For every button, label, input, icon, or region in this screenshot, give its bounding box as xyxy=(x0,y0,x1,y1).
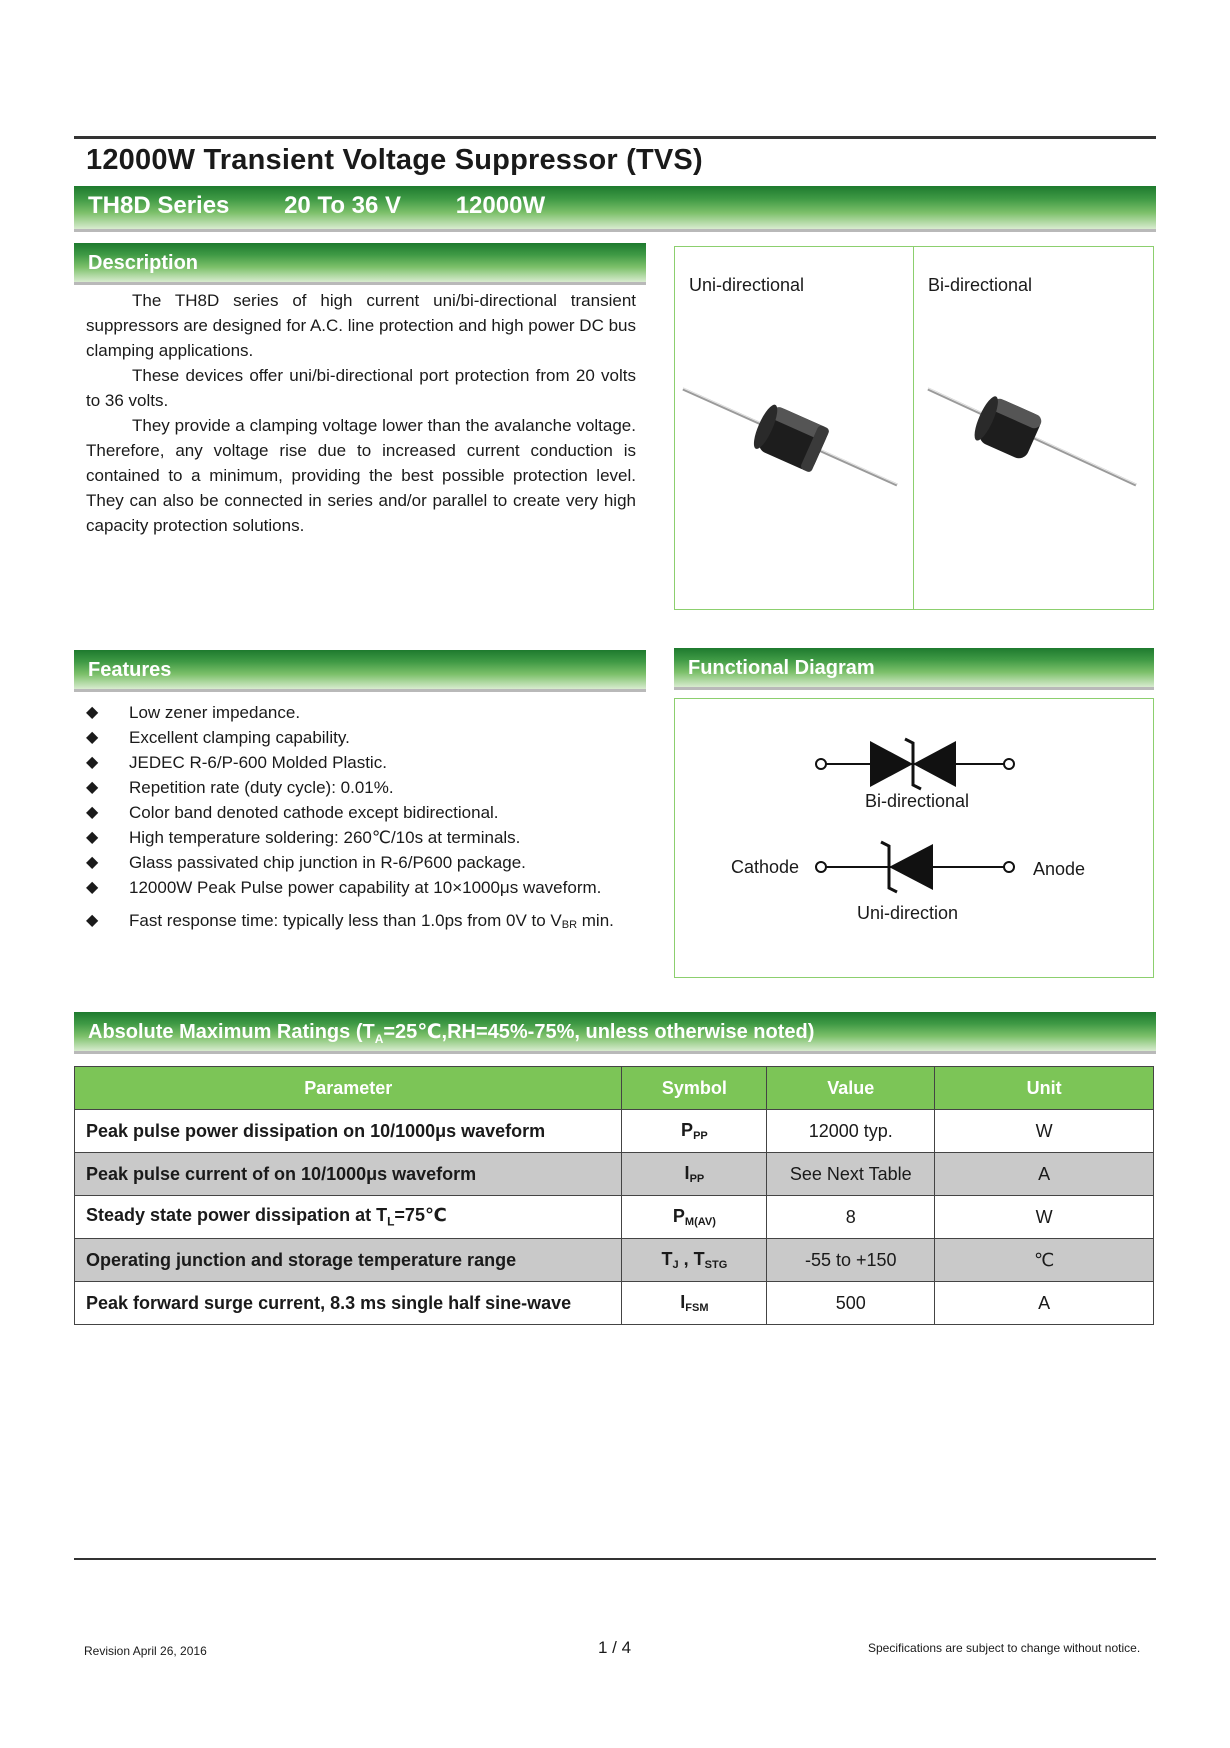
parameter-cell: Peak pulse current of on 10/1000μs waveform xyxy=(75,1153,622,1196)
feature-item: ◆ Low zener impedance. xyxy=(86,700,646,725)
feature-item: ◆ Glass passivated chip junction in R-6/P600 package. xyxy=(86,850,646,875)
description-paragraph: They provide a clamping voltage lower than the avalanche voltage. Therefore, any voltage rise due to increased current conduction is contained to a minimum, providing the best possible protection level. They can also be connected in series and/or parallel to create very high capacity protection solutions. xyxy=(86,416,636,535)
value-cell: 12000 typ. xyxy=(767,1110,935,1153)
revision-date: Revision April 26, 2016 xyxy=(84,1644,207,1658)
series-power: 12000W xyxy=(455,192,546,219)
value-cell: 500 xyxy=(767,1282,935,1325)
product-photos xyxy=(674,246,1154,610)
feature-item: ◆ Fast response time: typically less than 1.0ps from 0V to $V_{BR}$ min. xyxy=(86,908,646,938)
description-heading: Description xyxy=(74,243,646,285)
diamond-bullet-icon: ◆ xyxy=(86,704,99,721)
bi-directional-symbol-icon xyxy=(816,739,1014,789)
table-row xyxy=(75,1153,1154,1196)
functional-diagram-heading: Functional Diagram xyxy=(674,648,1154,690)
feature-item: ◆ Color band denoted cathode except bidirectional. xyxy=(86,800,646,825)
table-row xyxy=(75,1196,1154,1239)
page-title: 12000W Transient Voltage Suppressor (TVS) xyxy=(86,144,703,176)
column-header: Value xyxy=(767,1067,935,1110)
page-number: 1 / 4 xyxy=(598,1638,632,1657)
symbol-cell: $I_{FSM}$ xyxy=(622,1282,767,1325)
parameter-cell: Steady state power dissipation at $T_L=75℃$ xyxy=(75,1196,622,1239)
unit-cell: ℃ xyxy=(935,1239,1154,1282)
diode-symbols xyxy=(675,699,1155,979)
table-row xyxy=(75,1110,1154,1153)
symbol-cell: $T_J$ , $T_{STG}$ xyxy=(622,1239,767,1282)
change-notice: Specifications are subject to change without notice. xyxy=(868,1641,1141,1655)
bi-directional-label: Bi-directional xyxy=(865,791,970,811)
diamond-bullet-icon: ◆ xyxy=(86,854,99,871)
diamond-bullet-icon: ◆ xyxy=(86,829,99,846)
unit-cell: A xyxy=(935,1153,1154,1196)
feature-item: ◆ 12000W Peak Pulse power capability at 10×1000μs waveform. xyxy=(86,875,646,900)
series-voltage: 20 To 36 V xyxy=(284,192,402,219)
features-list xyxy=(86,700,646,938)
description-paragraph: These devices offer uni/bi-directional port protection from 20 volts to 36 volts. xyxy=(86,366,636,410)
column-header: Parameter xyxy=(75,1067,622,1110)
column-header: Symbol xyxy=(622,1067,767,1110)
parameter-cell: Operating junction and storage temperature range xyxy=(75,1239,622,1282)
bi-photo-panel xyxy=(914,247,1153,609)
value-cell: 8 xyxy=(767,1196,935,1239)
feature-item: ◆ Repetition rate (duty cycle): 0.01%. xyxy=(86,775,646,800)
table-row xyxy=(75,1282,1154,1325)
cathode-label: Cathode xyxy=(731,857,800,877)
diamond-bullet-icon: ◆ xyxy=(86,754,99,771)
uni-photo-panel xyxy=(675,247,914,609)
table-row xyxy=(75,1239,1154,1282)
table-header-row xyxy=(75,1067,1154,1110)
symbol-cell: $P_{PP}$ xyxy=(622,1110,767,1153)
value-cell: -55 to +150 xyxy=(767,1239,935,1282)
anode-label: Anode xyxy=(1033,859,1086,879)
parameter-cell: Peak forward surge current, 8.3 ms single half sine-wave xyxy=(75,1282,622,1325)
unit-cell: A xyxy=(935,1282,1154,1325)
uni-directional-symbol-icon xyxy=(816,842,1014,892)
functional-diagram xyxy=(674,698,1154,978)
series-name: TH8D Series xyxy=(88,192,230,219)
symbol-cell: $P_{M(AV)}$ xyxy=(622,1196,767,1239)
feature-item: ◆ Excellent clamping capability. xyxy=(86,725,646,750)
ratings-table xyxy=(74,1066,1154,1325)
feature-item: ◆ JEDEC R-6/P-600 Molded Plastic. xyxy=(86,750,646,775)
uni-direction-label: Uni-direction xyxy=(857,903,959,923)
diamond-bullet-icon: ◆ xyxy=(86,804,99,821)
value-cell: See Next Table xyxy=(767,1153,935,1196)
unit-cell: W xyxy=(935,1110,1154,1153)
feature-item: ◆ High temperature soldering: 260℃/10s at terminals. xyxy=(86,825,646,850)
bi-photo-label: Bi-directional xyxy=(928,275,1033,295)
features-heading: Features xyxy=(74,650,646,692)
diamond-bullet-icon: ◆ xyxy=(86,779,99,796)
description-paragraph: The TH8D series of high current uni/bi-directional transient suppressors are designed for A.C. line protection and high power DC bus clamping applications. xyxy=(86,291,636,360)
bottom-rule xyxy=(74,1558,1156,1560)
diamond-bullet-icon: ◆ xyxy=(86,729,99,746)
uni-photo-label: Uni-directional xyxy=(689,275,805,295)
top-rule xyxy=(74,136,1156,139)
symbol-cell: $I_{PP}$ xyxy=(622,1153,767,1196)
series-bar xyxy=(74,186,1156,232)
uni-diode-image xyxy=(675,367,913,507)
diamond-bullet-icon: ◆ xyxy=(86,912,99,929)
column-header: Unit xyxy=(935,1067,1154,1110)
parameter-cell: Peak pulse power dissipation on 10/1000μs waveform xyxy=(75,1110,622,1153)
description-text xyxy=(86,288,636,538)
unit-cell: W xyxy=(935,1196,1154,1239)
bi-diode-image xyxy=(914,367,1152,507)
diamond-bullet-icon: ◆ xyxy=(86,879,99,896)
ratings-heading: Absolute Maximum Ratings ($T_A=25℃,RH=45\%-75\%$, unless otherwise noted) xyxy=(74,1012,1156,1054)
